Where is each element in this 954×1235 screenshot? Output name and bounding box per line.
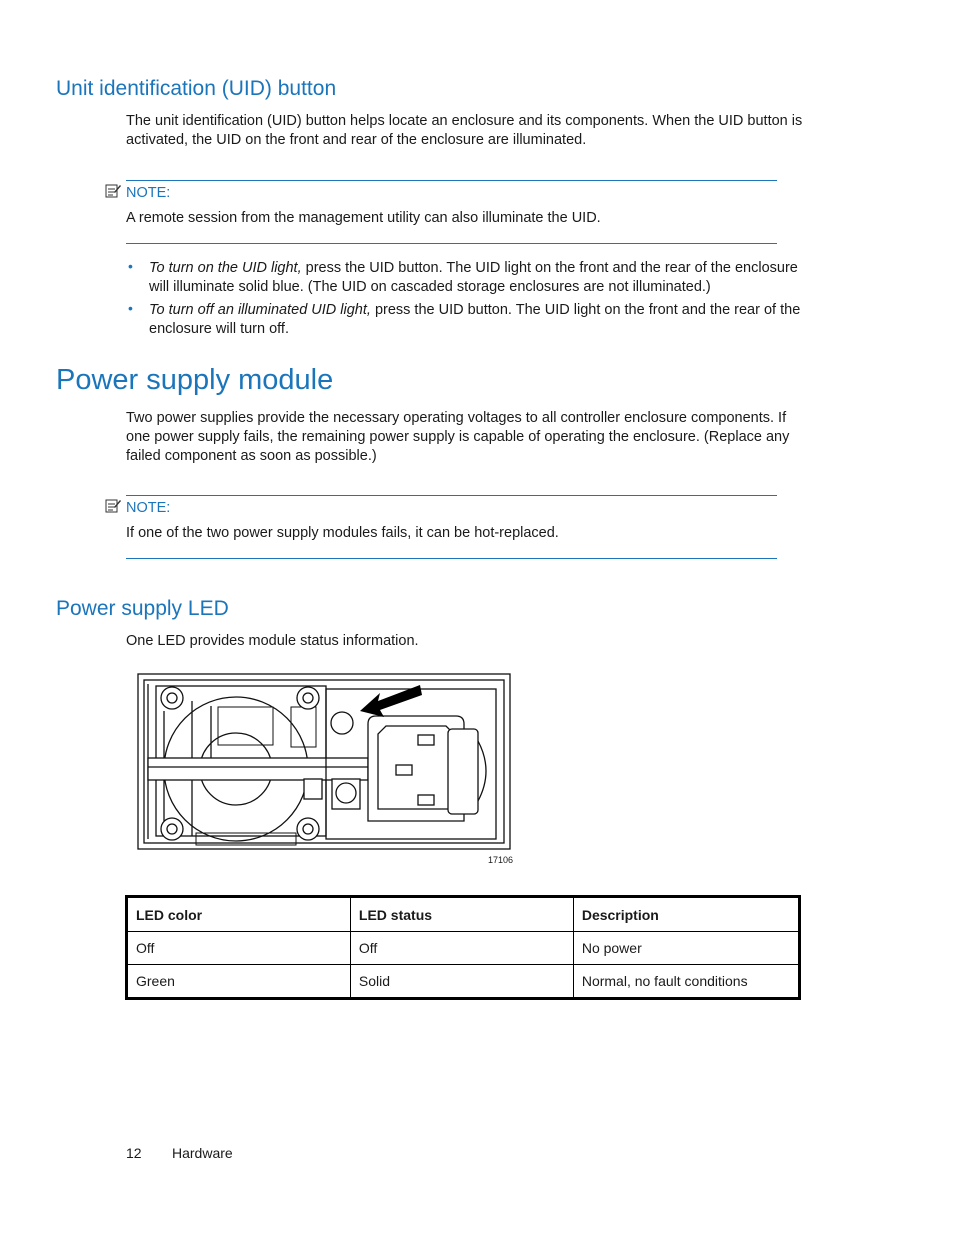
section-heading-psu: Power supply module [56,364,334,396]
table-cell: Normal, no fault conditions [573,965,799,999]
note-text: A remote session from the management utility can also illuminate the UID. [126,210,601,226]
led-status-table [125,895,801,1000]
note-bottom-rule [126,558,777,559]
note-top-rule [126,495,777,496]
bullet-lead: To turn off an illuminated UID light, [149,302,371,318]
bullet-dot-icon: • [128,258,133,274]
column-header-led-status: LED status [350,897,573,932]
page-number: 12 [126,1145,142,1161]
note-bottom-rule [126,243,777,244]
bullet-dot-icon: • [128,300,133,316]
arrow-callout-icon [358,681,424,721]
bullet-item [149,259,804,297]
bullet-lead: To turn on the UID light, [149,260,302,276]
figure-id: 17106 [488,855,514,865]
table-cell: Off [350,932,573,965]
psu-intro-paragraph: Two power supplies provide the necessary operating voltages to all controller enclosure components. If one power supply fails, the remaining power supply is capable of operating the enclosure. (Replace any failed component as soon as possible.) [126,410,790,464]
bullet-body: press the UID button. The UID light on the front and the rear of the enclosure will turn off. [149,302,801,337]
note-top-rule [126,180,777,181]
uid-intro-paragraph: The unit identification (UID) button helps locate an enclosure and its components. When the UID button is activated, the UID on the front and rear of the enclosure are illuminated. [126,113,803,148]
footer-section-title: Hardware [172,1145,233,1161]
table-cell: Green [127,965,351,999]
note-label: NOTE: [126,500,171,516]
led-intro-paragraph: One LED provides module status information. [126,633,419,649]
table-cell: No power [573,932,799,965]
table-header-row [127,897,800,932]
note-pad-icon [105,183,121,203]
table-cell: Solid [350,965,573,999]
section-heading-led: Power supply LED [56,597,229,620]
bullet-item [149,301,804,339]
column-header-description: Description [573,897,799,932]
table-row [127,932,800,965]
table-row [127,965,800,999]
column-header-led-color: LED color [127,897,351,932]
note-pad-icon [105,498,121,518]
note-label: NOTE: [126,185,171,201]
section-heading-uid: Unit identification (UID) button [56,77,337,100]
note-text: If one of the two power supply modules fails, it can be hot-replaced. [126,525,559,541]
power-supply-illustration [136,671,516,856]
table-cell: Off [127,932,351,965]
bullet-body: press the UID button. The UID light on the front and the rear of the enclosure will illuminate solid blue. (The UID on cascaded storage enclosures are not illuminated.) [149,260,798,295]
